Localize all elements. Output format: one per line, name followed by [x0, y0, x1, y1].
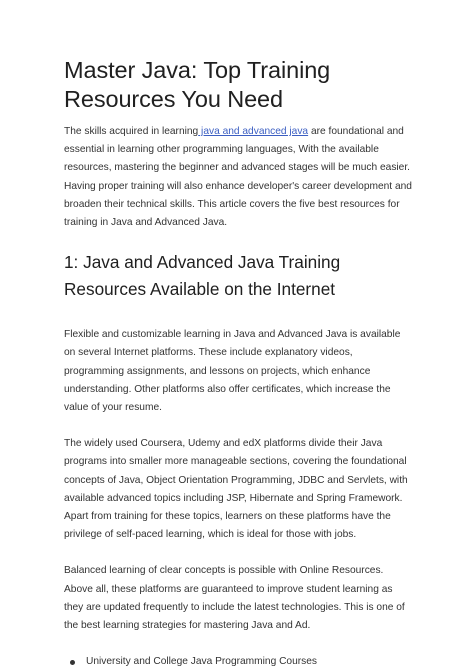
section-heading: 1: Java and Advanced Java Training Resources Available on the Internet	[64, 252, 341, 300]
java-advanced-java-link[interactable]: java and advanced java	[198, 126, 309, 137]
list-item-text: University and College Java Programming Courses	[86, 656, 318, 668]
section-paragraph-2: The widely used Coursera, Udemy and edX platforms divide their Java programs into smaller more manageable sections, covering the foundational concepts of Java, Object Orientation Programming, JDBC and Servlets, with available advanced topics including JSP, Hibernate and Spring Framework. Apart from training for these topics, learners on these platforms have the privilege of self-paced learning, which is ideal for those with jobs.	[64, 438, 408, 541]
list-item	[64, 653, 414, 671]
section-paragraph-1: Flexible and customizable learning in Java and Advanced Java is available on several Internet platforms. These include explanatory videos, programming assignments, and lessons on projects, which enhance understanding. Other platforms also offer certificates, which increase the value of your resume.	[64, 329, 401, 414]
section-paragraph-3: Balanced learning of clear concepts is possible with Online Resources. Above all, these platforms are guaranteed to improve student learning as they are updated frequently to include the latest technologies. This is one of the best learning strategies for mastering Java and Ad.	[64, 565, 405, 632]
document-content	[64, 56, 414, 671]
intro-text-after-link: are foundational and essential in learning other programming languages, With the available resources, mastering the beginner and advanced stages will be much easier. Having proper training will also enhance developer's career development and broaden their technical skills. This article covers the five best resources for training in Java and Advanced Java.	[64, 126, 412, 229]
bullet-list	[64, 653, 414, 671]
bullet-dot-icon	[70, 660, 75, 665]
intro-text-before-link: The skills acquired in learning	[64, 126, 199, 137]
page-title: Master Java: Top Training Resources You Need	[64, 57, 331, 112]
intro-paragraph	[64, 123, 414, 232]
